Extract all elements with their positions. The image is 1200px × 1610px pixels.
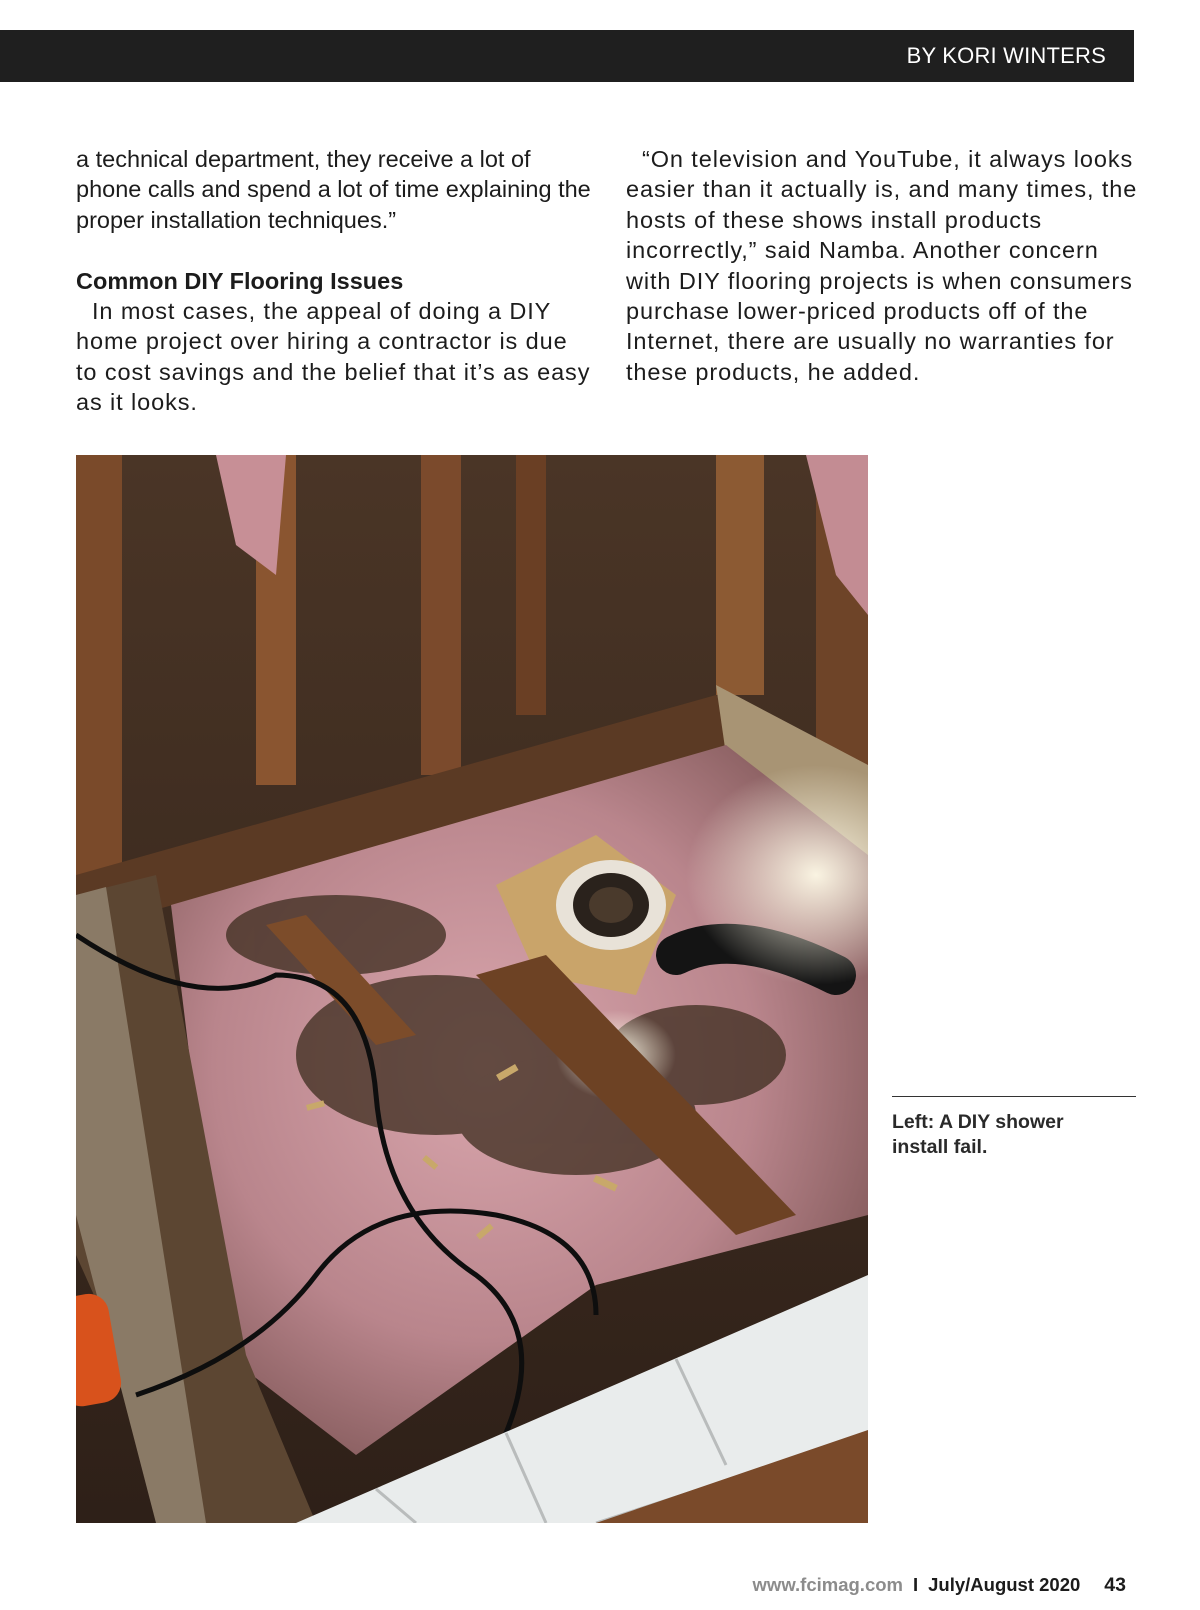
byline-bar	[0, 30, 1134, 82]
photo-caption	[892, 1110, 1122, 1160]
page-number: 43	[1104, 1574, 1126, 1596]
page-footer	[753, 1574, 1126, 1597]
footer-separator: I	[912, 1574, 919, 1595]
section-heading: Common DIY Flooring Issues	[76, 267, 404, 294]
caption-rule	[892, 1096, 1136, 1097]
footer-url: www.fcimag.com	[752, 1574, 903, 1595]
footer-issue: July/August 2020	[928, 1574, 1081, 1595]
caption-text: A DIY shower install fail.	[892, 1111, 1064, 1158]
right-paragraph-1: “On television and YouTube, it always looks easier than it actually is, and many times, the hosts of these shows install products incorrectly,” said Namba. Another concern with DIY flooring projects is when consumers purchase lower-priced products off of the Internet, there are usually no warranties for these products, he added.	[626, 146, 1138, 385]
left-column	[76, 144, 596, 418]
byline: BY KORI WINTERS	[906, 43, 1106, 68]
left-paragraph-2: In most cases, the appeal of doing a DIY home project over hiring a contractor is due to cost savings and the belief that it’s as easy as it looks.	[76, 298, 591, 416]
caption-label: Left:	[892, 1111, 935, 1133]
shower-install-photo	[76, 455, 868, 1523]
left-paragraph-1: a technical department, they receive a lot of phone calls and spend a lot of time explaining the proper installation techniques.”	[76, 146, 591, 233]
right-column	[626, 144, 1146, 387]
